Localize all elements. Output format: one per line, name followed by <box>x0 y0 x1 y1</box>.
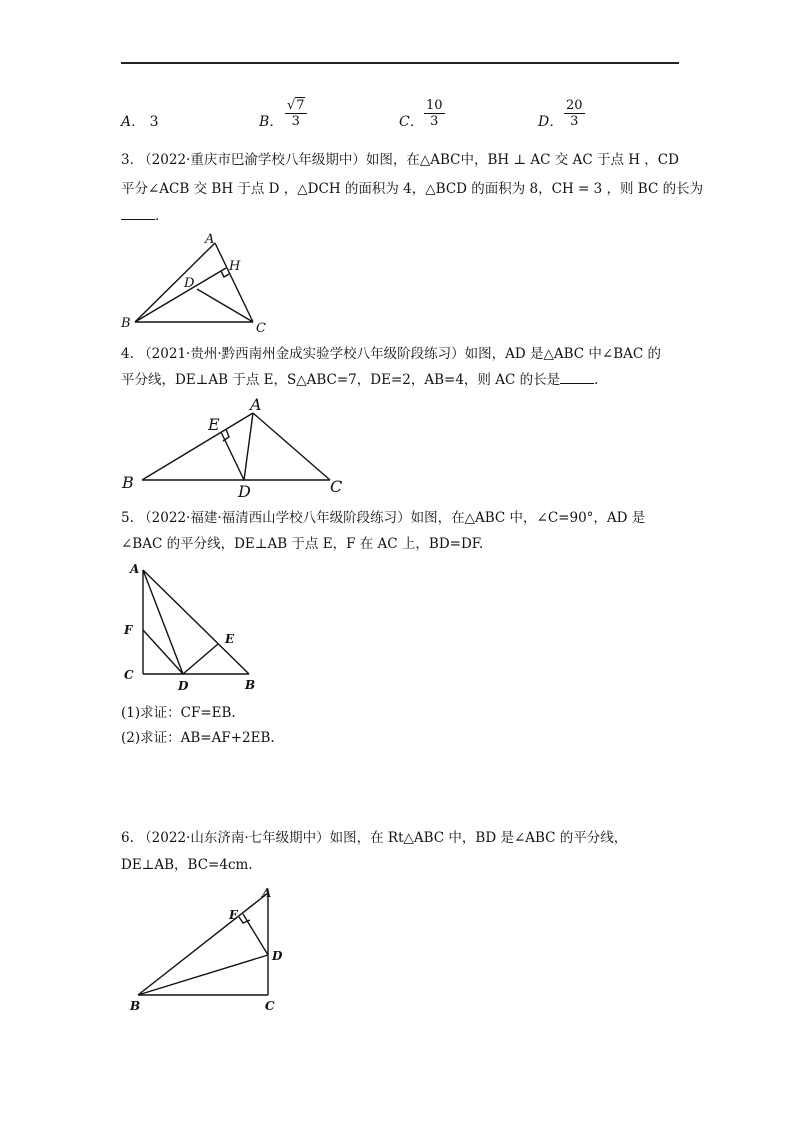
option-d-denominator: 3 <box>570 114 579 129</box>
q3-line3-tail: ． <box>155 208 169 224</box>
q4-label-b: B <box>122 473 134 492</box>
q5-edge-ab <box>143 570 249 674</box>
q5-segment-fd <box>143 630 183 674</box>
option-b-fraction: $\frac{√7}{3}$ <box>287 98 305 129</box>
q4-segment-ad <box>244 413 253 480</box>
q6-line2: DE⊥AB，BC=4cm. <box>121 857 253 873</box>
q5-label-d: D <box>178 679 189 693</box>
q5-segment-ad <box>143 570 183 674</box>
q4-label-e: E <box>208 415 220 434</box>
q3-right-angle-mark <box>221 271 229 277</box>
q3-label-b: B <box>121 316 131 331</box>
q5-label-f: F <box>124 623 133 637</box>
q6-labels <box>129 886 283 1013</box>
option-c-label: C． <box>399 114 424 130</box>
q6-label-a: A <box>262 886 272 900</box>
q6-label-c: C <box>265 999 275 1013</box>
option-c-denominator: 3 <box>430 114 439 129</box>
option-c-numerator: 10 <box>426 98 443 113</box>
q3-label-d: D <box>184 276 195 291</box>
q5-label-a: A <box>130 562 140 576</box>
option-b-denominator: 3 <box>291 114 300 129</box>
q4-label-a: A <box>250 395 262 414</box>
option-b-numerator: 7 <box>296 98 305 113</box>
q3-labels <box>120 232 266 336</box>
q5-segment-de <box>183 644 218 674</box>
q4-edge-ac <box>253 413 330 480</box>
option-b-label: B． <box>259 114 284 130</box>
q4-label-d: D <box>238 482 251 501</box>
q5-line1: 5. （2022·福建·福清西山学校八年级阶段练习）如图，在△ABC 中，∠C=90°，AD 是 <box>121 510 646 526</box>
option-a-label: A． <box>121 114 146 130</box>
option-a-value: 3 <box>149 114 159 130</box>
q6-edge-ab <box>138 893 268 995</box>
option-d-numerator: 20 <box>566 98 583 113</box>
q5-label-e: E <box>225 632 235 646</box>
q5-part1: (1)求证：CF=EB. <box>121 705 236 721</box>
q5-figure <box>143 570 249 674</box>
q6-line1: 6. （2022·山东济南·七年级期中）如图，在 Rt△ABC 中，BD 是∠ABC 的平分线， <box>121 830 628 846</box>
q5-line2: ∠BAC 的平分线，DE⊥AB 于点 E，F 在 AC 上，BD=DF. <box>121 536 484 552</box>
q6-figure <box>138 893 268 995</box>
q6-segment-bd <box>138 955 268 995</box>
q3-line2: 平分∠ACB 交 BH 于点 D ，△DCH 的面积为 4，△BCD 的面积为 8，CH = 3 ，则 BC 的长为 <box>121 181 704 197</box>
option-d-label: D． <box>538 114 564 130</box>
q3-label-a: A <box>205 232 215 247</box>
q6-label-b: B <box>130 999 141 1013</box>
q4-line2: 平分线，DE⊥AB 于点 E，S△ABC=7，DE=2，AB=4，则 AC 的长是 <box>121 372 561 388</box>
q6-segment-de <box>243 914 268 955</box>
q3-label-c: C <box>256 321 266 336</box>
q5-label-b: B <box>245 678 256 692</box>
q4-line2-tail: ． <box>594 372 608 388</box>
q4-figure <box>142 413 330 480</box>
q3-label-h: H <box>229 259 241 274</box>
q6-label-e: E <box>229 908 239 922</box>
q4-line1: 4. （2021·贵州·黔西南州金成实验学校八年级阶段练习）如图，AD 是△ABC 中∠BAC 的 <box>121 346 661 362</box>
q6-label-d: D <box>272 949 283 963</box>
q5-label-c: C <box>124 668 134 682</box>
q4-label-c: C <box>330 477 343 496</box>
q4-labels <box>121 395 342 501</box>
q4-edge-ab <box>142 413 253 480</box>
q5-part2: (2)求证：AB=AF+2EB. <box>121 730 275 746</box>
q3-line1: 3. （2022·重庆市巴渝学校八年级期中）如图，在△ABC中，BH ⊥ AC 交 AC 于点 H ，CD <box>121 152 679 168</box>
q3-edge-ab <box>135 243 215 322</box>
